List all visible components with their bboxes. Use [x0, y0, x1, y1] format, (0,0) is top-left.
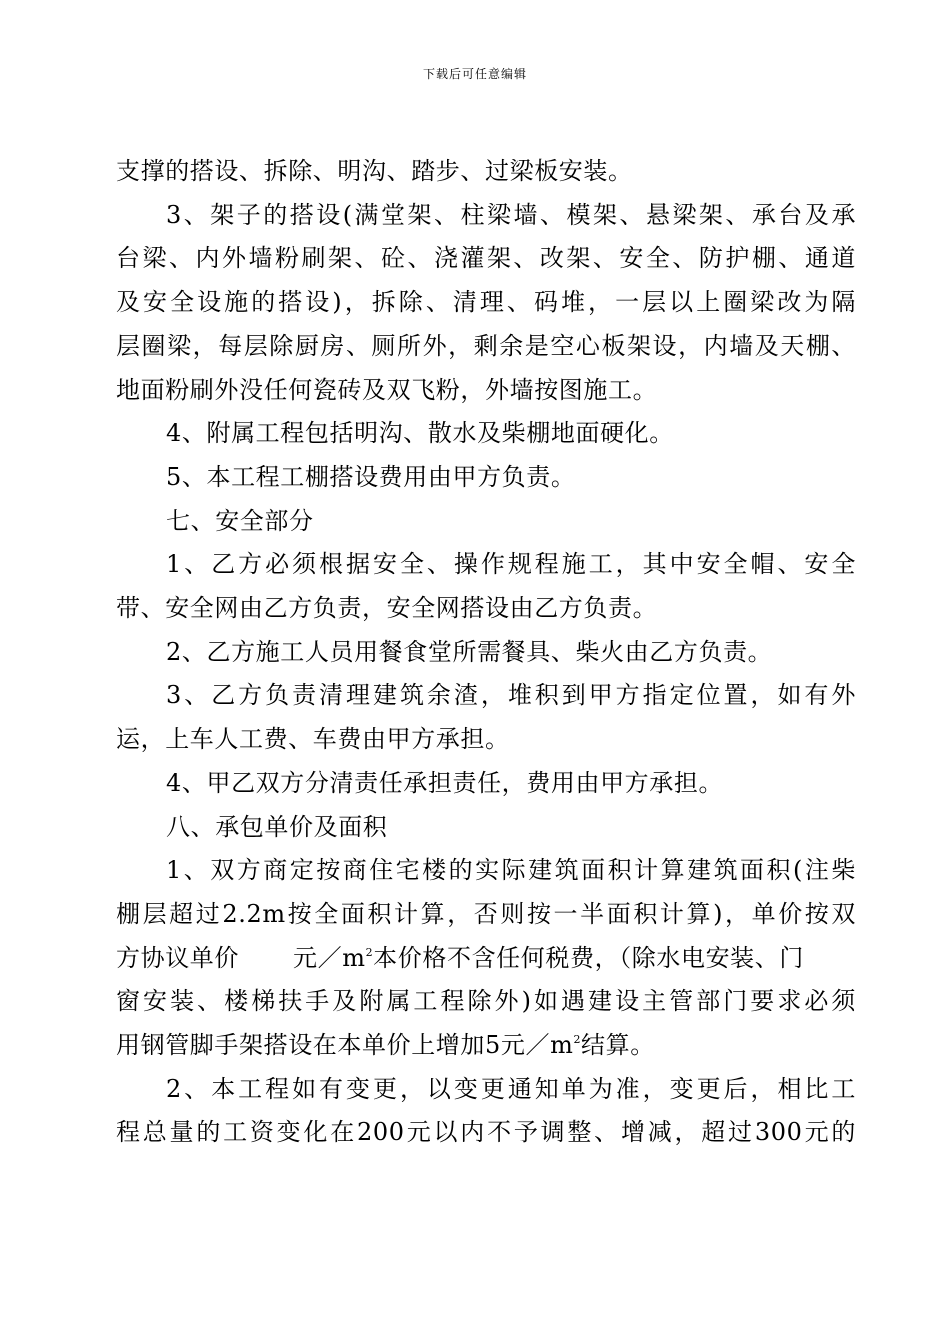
paragraph-line: 地面粉刷外没任何瓷砖及双飞粉，外墙按图施工。 [116, 375, 658, 404]
paragraph-line: 及安全设施的搭设)，拆除、清理、码堆，一层以上圈梁改为隔 [116, 288, 856, 317]
superscript: 2 [573, 1033, 582, 1047]
paragraph-line: 4、甲乙双方分清责任承担责任，费用由甲方承担。 [166, 768, 724, 797]
paragraph-line [116, 1024, 856, 1068]
paragraph-line: 层圈梁，每层除厨房、厕所外，剩余是空心板架设，内墙及天棚、 [116, 331, 856, 360]
text-run: 元／m [293, 943, 366, 972]
paragraph-line: 5、本工程工棚搭设费用由甲方负责。 [166, 462, 576, 491]
superscript: 2 [365, 945, 374, 959]
text-run: 用钢管脚手架搭设在本单价上增加5元／m [116, 1031, 574, 1060]
paragraph-line: 3、乙方负责清理建筑余渣，堆积到甲方指定位置，如有外 [166, 681, 856, 710]
paragraph-line: 2、乙方施工人员用餐食堂所需餐具、柴火由乙方负责。 [166, 637, 773, 666]
section-heading: 八、承包单价及面积 [166, 812, 388, 841]
section-heading: 七、安全部分 [166, 506, 314, 535]
paragraph-line: 4、附属工程包括明沟、散水及柴棚地面硬化。 [166, 419, 674, 448]
paragraph-line: 程总量的工资变化在200元以内不予调整、增减，超过300元的 [116, 1118, 856, 1147]
paragraph-line: 支撑的搭设、拆除、明沟、踏步、过梁板安装。 [116, 157, 633, 185]
paragraph-line: 带、安全网由乙方负责，安全网搭设由乙方负责。 [116, 594, 658, 623]
document-body [116, 150, 856, 1155]
paragraph-line: 窗安装、楼梯扶手及附属工程除外)如遇建设主管部门要求必须 [116, 987, 856, 1016]
text-run: 结算。 [581, 1031, 655, 1060]
paragraph-line: 1、双方商定按商住宅楼的实际建筑面积计算建筑面积(注柴 [166, 856, 856, 885]
page-header: 下载后可任意编辑 [422, 67, 527, 81]
text-run: 本价格不含任何税费，（除水电安装、门 [373, 943, 804, 972]
paragraph-line: 棚层超过2.2m按全面积计算，否则按一半面积计算)，单价按双 [116, 899, 856, 928]
paragraph-line: 台梁、内外墙粉刷架、砼、浇灌架、改架、安全、防护棚、通道 [116, 244, 856, 273]
paragraph-line: 2、本工程如有变更，以变更通知单为准，变更后，相比工 [166, 1074, 856, 1103]
paragraph-line: 运，上车人工费、车费由甲方承担。 [116, 725, 510, 754]
paragraph-line: 1、乙方必须根据安全、操作规程施工，其中安全帽、安全 [166, 550, 856, 579]
text-run: 方协议单价 [116, 943, 239, 972]
paragraph-line [116, 937, 856, 981]
paragraph-line: 3、架子的搭设(满堂架、柱梁墙、模架、悬梁架、承台及承 [166, 200, 856, 229]
